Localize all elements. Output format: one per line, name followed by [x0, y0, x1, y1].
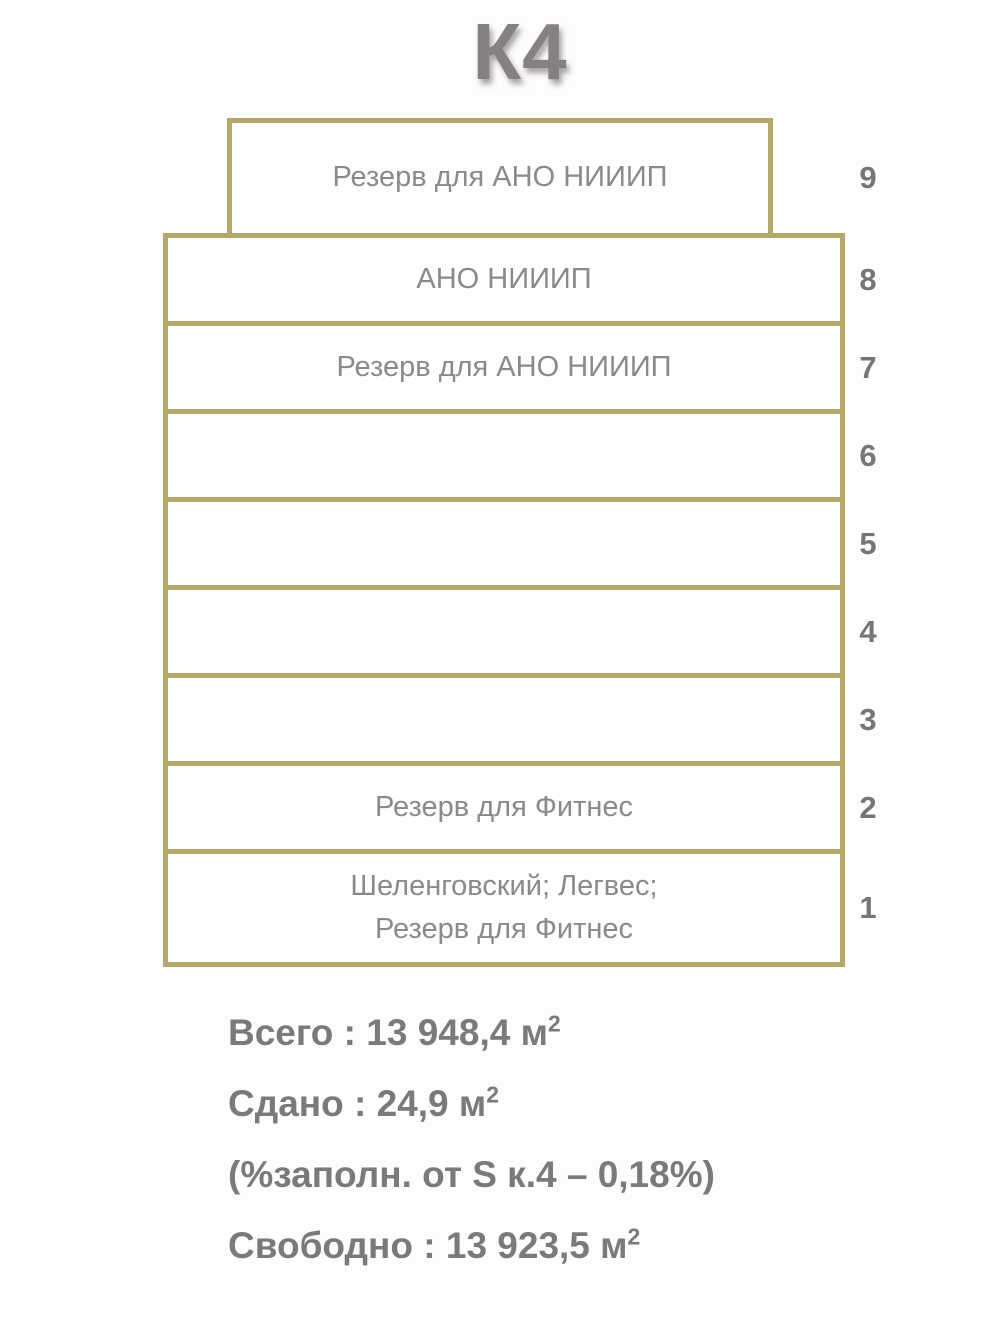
floor-box	[163, 673, 845, 766]
floor-row	[163, 585, 923, 678]
stat-line-total	[228, 1010, 715, 1053]
floor-row	[163, 233, 923, 326]
floor-label-line: Резерв для АНО НИИИП	[332, 161, 668, 194]
stat-line-fill-percent	[228, 1156, 715, 1193]
stat-total-sup: 2	[547, 1010, 561, 1037]
floor-row	[163, 673, 923, 766]
floor-row	[163, 497, 923, 590]
floor-box	[227, 118, 773, 238]
floor-box	[163, 497, 845, 590]
floor-number: 6	[859, 437, 877, 473]
floor-label-line: Резерв для Фитнес	[374, 913, 633, 945]
stat-fill-text: (%заполн. от S к.4 – 0,18%)	[228, 1154, 715, 1195]
floor-row	[163, 321, 923, 414]
floor-label	[332, 156, 667, 200]
floor-label-line: АНО НИИИП	[416, 262, 592, 295]
stat-rented-sup: 2	[486, 1081, 500, 1108]
stat-line-rented	[228, 1081, 715, 1124]
page-title: К4	[472, 7, 568, 96]
floor-box	[163, 409, 845, 502]
floor-label-line: Резерв для АНО НИИИП	[336, 350, 672, 383]
floor-label-line: Шеленговский; Легвес;	[350, 869, 658, 902]
floor-row	[163, 118, 923, 238]
floor-box	[163, 849, 845, 967]
floor-row	[163, 849, 923, 967]
stat-free-sup: 2	[627, 1223, 641, 1250]
floor-number: 8	[859, 261, 877, 297]
floor-box	[163, 321, 845, 414]
floor-number: 2	[859, 789, 877, 825]
floor-number: 5	[859, 525, 877, 561]
floor-number: 9	[859, 160, 877, 195]
floor-label-line: Резерв для Фитнес	[374, 790, 634, 823]
floor-number: 3	[859, 701, 877, 737]
floor-number: 4	[859, 613, 877, 649]
stat-rented-text: Сдано : 24,9 м	[228, 1083, 487, 1124]
floor-label	[416, 258, 591, 302]
floor-box	[163, 233, 845, 326]
stat-total-text: Всего : 13 948,4 м	[228, 1012, 548, 1053]
floor-label	[336, 346, 671, 390]
floor-box	[163, 761, 845, 854]
floor-box	[163, 585, 845, 678]
floor-row	[163, 761, 923, 854]
floor-row	[163, 409, 923, 502]
floor-number: 1	[859, 890, 877, 925]
building-diagram	[163, 118, 923, 967]
stats-block	[228, 1010, 715, 1298]
floor-label	[375, 786, 633, 830]
floor-label	[350, 865, 657, 952]
stat-free-text: Свободно : 13 923,5 м	[228, 1225, 628, 1266]
floor-number: 7	[859, 349, 877, 385]
stat-line-free	[228, 1223, 715, 1266]
